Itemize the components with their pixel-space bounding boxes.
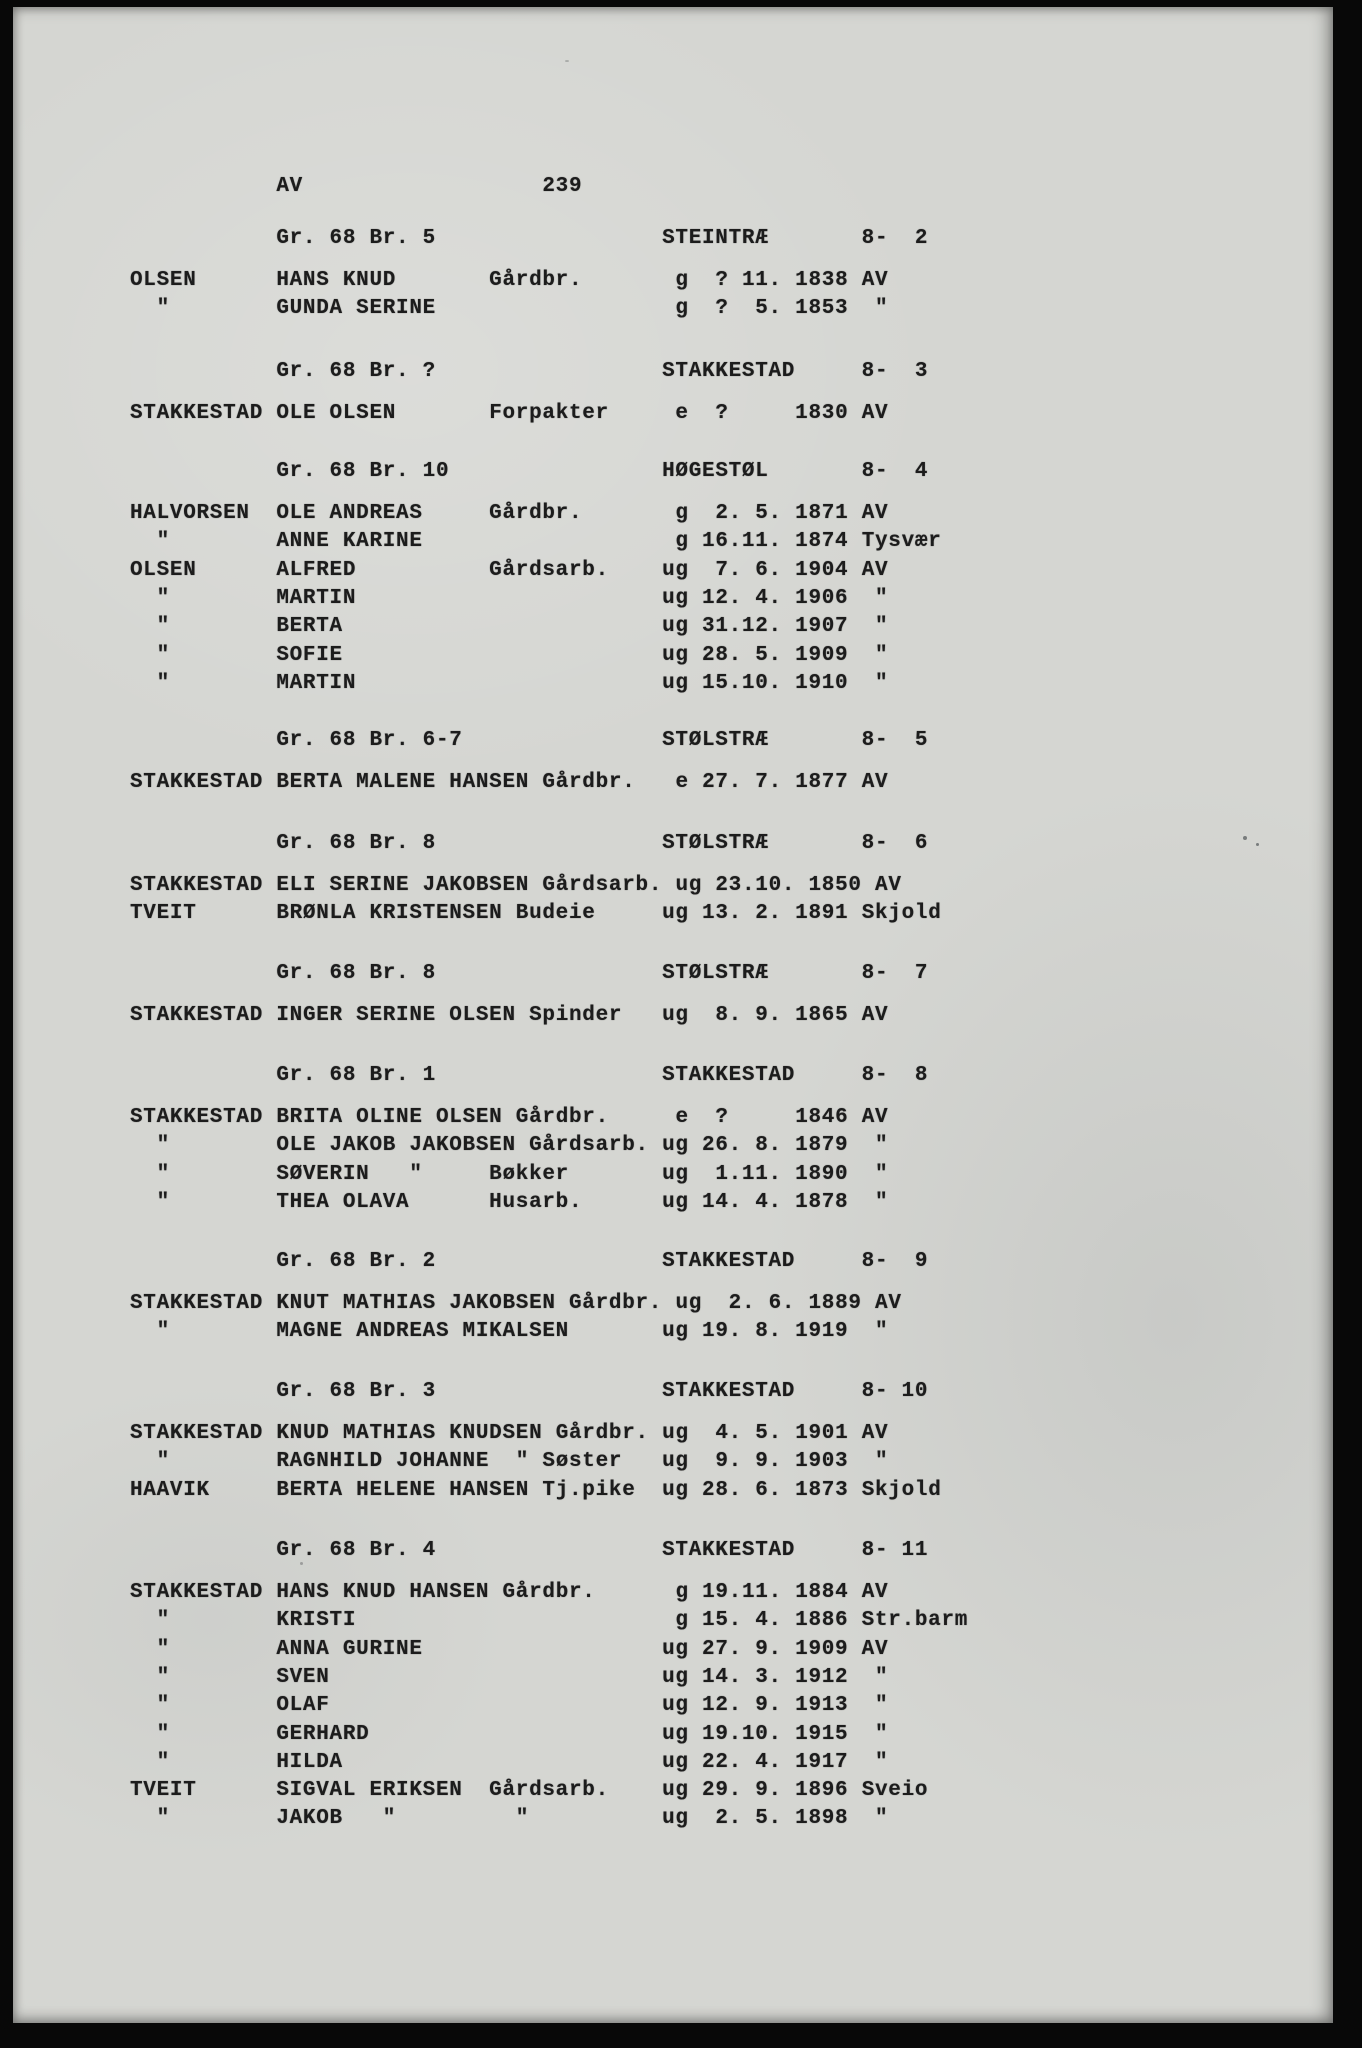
person-row-given: MARTIN [276, 672, 357, 695]
person-row-given: SØVERIN " [276, 1163, 423, 1186]
person-row-surname: " [130, 1694, 170, 1717]
person-row-status: ug [662, 1638, 689, 1661]
section-heading-ref-number: 8- 5 [861, 729, 929, 752]
person-row-status: ug [662, 1422, 689, 1445]
person-row-status: ug [662, 1134, 689, 1157]
person-row-year: 1919 [795, 1320, 849, 1343]
page-header-page-number: 239 [542, 175, 583, 198]
person-row-given: BRITA OLINE OLSEN [276, 1106, 503, 1129]
person-row-surname: " [130, 1723, 170, 1746]
person-row [130, 1778, 928, 1803]
person-row-given: HANS KNUD HANSEN [276, 1581, 490, 1604]
person-row-date: 16.11. [702, 530, 782, 553]
person-row-year: 1891 [795, 902, 849, 925]
person-row-status: ug [662, 1666, 689, 1689]
person-row-place: AV [875, 1292, 902, 1315]
person-row-surname: STAKKESTAD [130, 1004, 264, 1027]
section-heading [130, 1379, 928, 1404]
person-row-given: GERHARD [276, 1723, 370, 1746]
person-row-date: 12. 4. [702, 587, 782, 610]
person-row-status: ug [662, 1004, 689, 1027]
section-heading-ref-number: 8- 3 [861, 360, 929, 383]
person-row-surname: " [130, 1163, 170, 1186]
person-row-surname: STAKKESTAD [130, 1292, 264, 1315]
person-row-status: ug [675, 874, 703, 897]
person-row-status: e [675, 771, 689, 794]
person-row-place: " [861, 1320, 889, 1343]
person-row-date: ? [702, 402, 729, 425]
section-heading-place-heading: STEINTRÆ [662, 227, 769, 250]
person-row-status: ug [662, 1807, 689, 1830]
person-row-given: RAGNHILD JOHANNE " [276, 1450, 530, 1473]
person-row-year: 1912 [795, 1666, 849, 1689]
scan-speck [1256, 843, 1259, 846]
person-row-place: " [861, 1751, 889, 1774]
section-heading [130, 1538, 928, 1563]
person-row-date: 14. 3. [702, 1666, 782, 1689]
person-row-date: 12. 9. [702, 1694, 782, 1717]
person-row-surname: OLSEN [130, 269, 197, 292]
person-row-year: 1889 [808, 1292, 862, 1315]
person-row-place: Sveio [861, 1779, 929, 1802]
person-row-year: 1915 [795, 1723, 849, 1746]
person-row-place: AV [861, 559, 889, 582]
person-row-given: ANNE KARINE [276, 530, 423, 553]
person-row-year: 1865 [795, 1004, 849, 1027]
person-row-surname: STAKKESTAD [130, 1106, 264, 1129]
person-row-status: ug [662, 587, 689, 610]
person-row-place: " [861, 644, 889, 667]
section-heading [130, 831, 928, 856]
person-row [130, 614, 888, 639]
person-row-place: AV [875, 874, 902, 897]
person-row-place: " [861, 1450, 889, 1473]
person-row-year: 1838 [795, 269, 849, 292]
person-row-date: 31.12. [702, 615, 782, 638]
person-row-occupation: Budeie [515, 902, 596, 925]
person-row-surname: " [130, 1751, 170, 1774]
person-row-status: ug [662, 644, 689, 667]
person-row [130, 1291, 902, 1316]
person-row-place: Skjold [861, 1479, 942, 1502]
person-row-status: ug [662, 1320, 689, 1343]
person-row-date: 26. 8. [702, 1134, 782, 1157]
section-heading-farm-label: Gr. 68 Br. 1 [276, 1064, 436, 1087]
person-row [130, 1806, 888, 1831]
person-row-place: " [861, 297, 889, 320]
person-row [130, 558, 888, 583]
person-row-surname: STAKKESTAD [130, 1422, 264, 1445]
section-heading-place-heading: STAKKESTAD [662, 1380, 796, 1403]
person-row-place: " [861, 615, 889, 638]
scan-speck [1243, 836, 1247, 840]
person-row-year: 1909 [795, 1638, 849, 1661]
person-row-place: Skjold [861, 902, 942, 925]
person-row-status: ug [662, 1163, 689, 1186]
person-row-surname: " [130, 587, 170, 610]
person-row [130, 1449, 888, 1474]
person-row-status: e [675, 1106, 689, 1129]
person-row-status: ug [662, 1694, 689, 1717]
person-row-year: 1886 [795, 1609, 849, 1632]
person-row-surname: HALVORSEN [130, 502, 250, 525]
person-row-occupation: Spinder [529, 1004, 623, 1027]
person-row-occupation: Gårdsarb. [489, 559, 609, 582]
person-row-year: 1901 [795, 1422, 849, 1445]
person-row-status: ug [662, 1751, 689, 1774]
section-heading-farm-label: Gr. 68 Br. 10 [276, 460, 450, 483]
person-row-place: AV [861, 1638, 889, 1661]
person-row-date: 14. 4. [702, 1191, 782, 1214]
person-row-status: g [675, 530, 689, 553]
person-row-surname: STAKKESTAD [130, 771, 264, 794]
person-row [130, 643, 888, 668]
person-row-surname: STAKKESTAD [130, 1581, 264, 1604]
person-row-given: SIGVAL ERIKSEN [276, 1779, 463, 1802]
person-row-date: 23.10. [715, 874, 796, 897]
person-row [130, 1478, 942, 1503]
person-row-year: 1907 [795, 615, 849, 638]
person-row-given: ALFRED [276, 559, 357, 582]
person-row [130, 1133, 888, 1158]
person-row [130, 401, 888, 426]
person-row-occupation: Tj.pike [542, 1479, 636, 1502]
person-row [130, 1722, 888, 1747]
person-row-given: THEA OLAVA [276, 1191, 410, 1214]
person-row-surname: " [130, 1320, 170, 1343]
section-heading-place-heading: STAKKESTAD [662, 360, 796, 383]
person-row-place: " [861, 1807, 889, 1830]
section-heading-farm-label: Gr. 68 Br. 8 [276, 832, 436, 855]
person-row-surname: STAKKESTAD [130, 874, 264, 897]
person-row-date: 13. 2. [702, 902, 782, 925]
section-heading [130, 459, 928, 484]
person-row [130, 1608, 968, 1633]
person-row-status: ug [662, 1479, 689, 1502]
person-row-surname: STAKKESTAD [130, 402, 264, 425]
person-row-status: g [675, 297, 689, 320]
person-row-year: 1871 [795, 502, 849, 525]
person-row-year: 1877 [795, 771, 849, 794]
person-row [130, 770, 888, 795]
person-row-occupation: Gårdsarb. [529, 1134, 649, 1157]
person-row-given: ELI SERINE JAKOBSEN [276, 874, 530, 897]
person-row-given: KNUD MATHIAS KNUDSEN [276, 1422, 543, 1445]
person-row-given: SVEN [276, 1666, 330, 1689]
person-row-given: GUNDA SERINE [276, 297, 436, 320]
person-row [130, 1637, 888, 1662]
person-row-year: 1873 [795, 1479, 849, 1502]
person-row-year: 1846 [795, 1106, 849, 1129]
person-row-year: 1909 [795, 644, 849, 667]
person-row-surname: OLSEN [130, 559, 197, 582]
person-row-place: AV [861, 771, 889, 794]
section-heading-farm-label: Gr. 68 Br. 8 [276, 962, 436, 985]
person-row-occupation: Søster [542, 1450, 623, 1473]
person-row-year: 1903 [795, 1450, 849, 1473]
person-row [130, 529, 942, 554]
person-row [130, 1162, 888, 1187]
person-row-status: ug [662, 1450, 689, 1473]
section-heading-farm-label: Gr. 68 Br. 3 [276, 1380, 436, 1403]
person-row-place: " [861, 1134, 889, 1157]
person-row [130, 1421, 888, 1446]
section-heading-farm-label: Gr. 68 Br. 2 [276, 1250, 436, 1273]
person-row-given: INGER SERINE OLSEN [276, 1004, 516, 1027]
person-row-surname: " [130, 1450, 170, 1473]
page-header [130, 174, 582, 199]
person-row [130, 873, 902, 898]
person-row-status: ug [662, 1779, 689, 1802]
person-row-status: ug [662, 902, 689, 925]
person-row [130, 1750, 888, 1775]
section-heading-place-heading: STAKKESTAD [662, 1064, 796, 1087]
person-row-date: 29. 9. [702, 1779, 782, 1802]
section-heading-ref-number: 8- 10 [861, 1380, 929, 1403]
person-row-place: AV [861, 502, 889, 525]
person-row [130, 268, 888, 293]
person-row-given: BERTA HELENE HANSEN [276, 1479, 530, 1502]
person-row-place: " [861, 1723, 889, 1746]
person-row-year: 1917 [795, 1751, 849, 1774]
person-row-surname: " [130, 1638, 170, 1661]
person-row-occupation: Gårdsarb. [489, 1779, 609, 1802]
person-row-given: KNUT MATHIAS JAKOBSEN [276, 1292, 556, 1315]
person-row-given: BRØNLA KRISTENSEN [276, 902, 503, 925]
section-heading-place-heading: STØLSTRÆ [662, 729, 769, 752]
person-row-given: MARTIN [276, 587, 357, 610]
person-row [130, 1105, 888, 1130]
person-row-date: 1.11. [702, 1163, 782, 1186]
person-row-year: 1853 [795, 297, 849, 320]
person-row-surname: " [130, 297, 170, 320]
person-row-date: 15.10. [702, 672, 782, 695]
person-row [130, 901, 942, 926]
person-row [130, 1665, 888, 1690]
person-row-date: 28. 6. [702, 1479, 782, 1502]
section-heading-ref-number: 8- 8 [861, 1064, 929, 1087]
person-row-given: MAGNE ANDREAS MIKALSEN [276, 1320, 569, 1343]
person-row [130, 1693, 888, 1718]
person-row-given: OLE OLSEN [276, 402, 397, 425]
person-row-status: g [675, 1581, 689, 1604]
person-row-given: JAKOB " [276, 1807, 397, 1830]
person-row-given: OLE JAKOB JAKOBSEN [276, 1134, 516, 1157]
section-heading-farm-label: Gr. 68 Br. 6-7 [276, 729, 463, 752]
person-row-place: " [861, 672, 889, 695]
person-row-status: ug [662, 672, 689, 695]
person-row [130, 1003, 888, 1028]
person-row-surname: TVEIT [130, 1779, 197, 1802]
person-row-given: KRISTI [276, 1609, 357, 1632]
person-row [130, 671, 888, 696]
person-row-date: 2. 5. [702, 1807, 782, 1830]
scan-speck [565, 60, 569, 62]
person-row-date: 27. 9. [702, 1638, 782, 1661]
section-heading-farm-label: Gr. 68 Br. ? [276, 360, 436, 383]
person-row-year: 1874 [795, 530, 849, 553]
person-row-surname: " [130, 1134, 170, 1157]
person-row-surname: " [130, 672, 170, 695]
person-row-surname: TVEIT [130, 902, 197, 925]
person-row-occupation: Bøkker [489, 1163, 569, 1186]
person-row-year: 1913 [795, 1694, 849, 1717]
person-row-date: 9. 9. [702, 1450, 782, 1473]
person-row-date: 22. 4. [702, 1751, 782, 1774]
person-row-date: 27. 7. [702, 771, 782, 794]
section-heading-farm-label: Gr. 68 Br. 4 [276, 1539, 436, 1562]
person-row-given: OLE ANDREAS [276, 502, 423, 525]
person-row-date: 19.10. [702, 1723, 782, 1746]
person-row-status: g [675, 269, 689, 292]
person-row-occupation: Husarb. [489, 1191, 583, 1214]
person-row [130, 1319, 888, 1344]
person-row-surname: " [130, 644, 170, 667]
person-row-place: AV [861, 1422, 889, 1445]
person-row-given: OLAF [276, 1694, 330, 1717]
person-row-given: HANS KNUD [276, 269, 397, 292]
person-row-place: AV [861, 1004, 889, 1027]
person-row-surname: " [130, 530, 170, 553]
person-row-year: 1830 [795, 402, 849, 425]
person-row-occupation: " [489, 1807, 530, 1830]
person-row-year: 1890 [795, 1163, 849, 1186]
person-row-place: " [861, 1666, 889, 1689]
person-row-year: 1906 [795, 587, 849, 610]
person-row-year: 1910 [795, 672, 849, 695]
person-row-status: ug [662, 1723, 689, 1746]
person-row-date: ? 5. [702, 297, 782, 320]
person-row-year: 1904 [795, 559, 849, 582]
section-heading-ref-number: 8- 4 [861, 460, 929, 483]
person-row-place: Str.barm [861, 1609, 969, 1632]
person-row-status: ug [662, 615, 689, 638]
person-row-date: 19. 8. [702, 1320, 782, 1343]
section-heading-ref-number: 8- 6 [861, 832, 929, 855]
person-row-year: 1878 [795, 1191, 849, 1214]
person-row-status: e [675, 402, 689, 425]
section-heading [130, 961, 928, 986]
person-row-given: BERTA [276, 615, 343, 638]
section-heading-ref-number: 8- 7 [861, 962, 929, 985]
person-row-occupation: Gårdbr. [502, 1581, 596, 1604]
section-heading-place-heading: HØGESTØL [662, 460, 769, 483]
person-row [130, 586, 888, 611]
section-heading [130, 226, 928, 251]
person-row-given: HILDA [276, 1751, 343, 1774]
section-heading [130, 1063, 928, 1088]
person-row-given: SOFIE [276, 644, 343, 667]
section-heading [130, 728, 928, 753]
person-row-occupation: Gårdsarb. [542, 874, 663, 897]
person-row-status: ug [662, 559, 689, 582]
person-row-year: 1850 [808, 874, 862, 897]
person-row-date: 28. 5. [702, 644, 782, 667]
person-row-date: 2. 5. [702, 502, 782, 525]
person-row-place: Tysvær [861, 530, 942, 553]
section-heading-place-heading: STØLSTRÆ [662, 962, 769, 985]
person-row-occupation: Gårdbr. [489, 269, 583, 292]
section-heading-place-heading: STAKKESTAD [662, 1250, 796, 1273]
person-row [130, 1190, 888, 1215]
section-heading-ref-number: 8- 9 [861, 1250, 929, 1273]
section-heading [130, 359, 928, 384]
person-row-date: ? 11. [702, 269, 782, 292]
person-row-status: g [675, 502, 689, 525]
person-row-occupation: Gårdbr. [515, 1106, 609, 1129]
person-row-place: AV [861, 1581, 889, 1604]
person-row-place: " [861, 1694, 889, 1717]
person-row-surname: HAAVIK [130, 1479, 210, 1502]
section-heading-place-heading: STØLSTRÆ [662, 832, 769, 855]
person-row-date: 19.11. [702, 1581, 782, 1604]
person-row-occupation: Gårdbr. [542, 771, 636, 794]
person-row-occupation: Forpakter [489, 402, 609, 425]
person-row [130, 296, 888, 321]
person-row [130, 501, 888, 526]
person-row-place: AV [861, 269, 889, 292]
person-row-year: 1879 [795, 1134, 849, 1157]
person-row-surname: " [130, 1807, 170, 1830]
person-row-status: g [675, 1609, 689, 1632]
person-row-year: 1884 [795, 1581, 849, 1604]
person-row-date: 15. 4. [702, 1609, 782, 1632]
section-heading [130, 1249, 928, 1274]
person-row-date: 4. 5. [702, 1422, 782, 1445]
person-row-occupation: Gårdbr. [569, 1292, 663, 1315]
person-row-place: AV [861, 1106, 889, 1129]
person-row-place: " [861, 587, 889, 610]
person-row-surname: " [130, 615, 170, 638]
person-row-year: 1898 [795, 1807, 849, 1830]
person-row-surname: " [130, 1609, 170, 1632]
page-header-header-label: AV [276, 175, 303, 198]
person-row-occupation: Gårdbr. [489, 502, 583, 525]
person-row-date: 7. 6. [702, 559, 782, 582]
person-row-status: ug [662, 1191, 689, 1214]
person-row-surname: " [130, 1666, 170, 1689]
person-row-place: " [861, 1163, 889, 1186]
person-row-status: ug [675, 1292, 703, 1315]
person-row-occupation: Gårdbr. [555, 1422, 649, 1445]
person-row-given: BERTA MALENE HANSEN [276, 771, 530, 794]
person-row [130, 1580, 888, 1605]
section-heading-farm-label: Gr. 68 Br. 5 [276, 227, 436, 250]
person-row-date: 2. 6. [715, 1292, 796, 1315]
person-row-given: ANNA GURINE [276, 1638, 423, 1661]
person-row-date: 8. 9. [702, 1004, 782, 1027]
person-row-surname: " [130, 1191, 170, 1214]
section-heading-ref-number: 8- 11 [861, 1539, 929, 1562]
person-row-date: ? [702, 1106, 729, 1129]
person-row-year: 1896 [795, 1779, 849, 1802]
person-row-place: " [861, 1191, 889, 1214]
person-row-place: AV [861, 402, 889, 425]
section-heading-place-heading: STAKKESTAD [662, 1539, 796, 1562]
section-heading-ref-number: 8- 2 [861, 227, 929, 250]
